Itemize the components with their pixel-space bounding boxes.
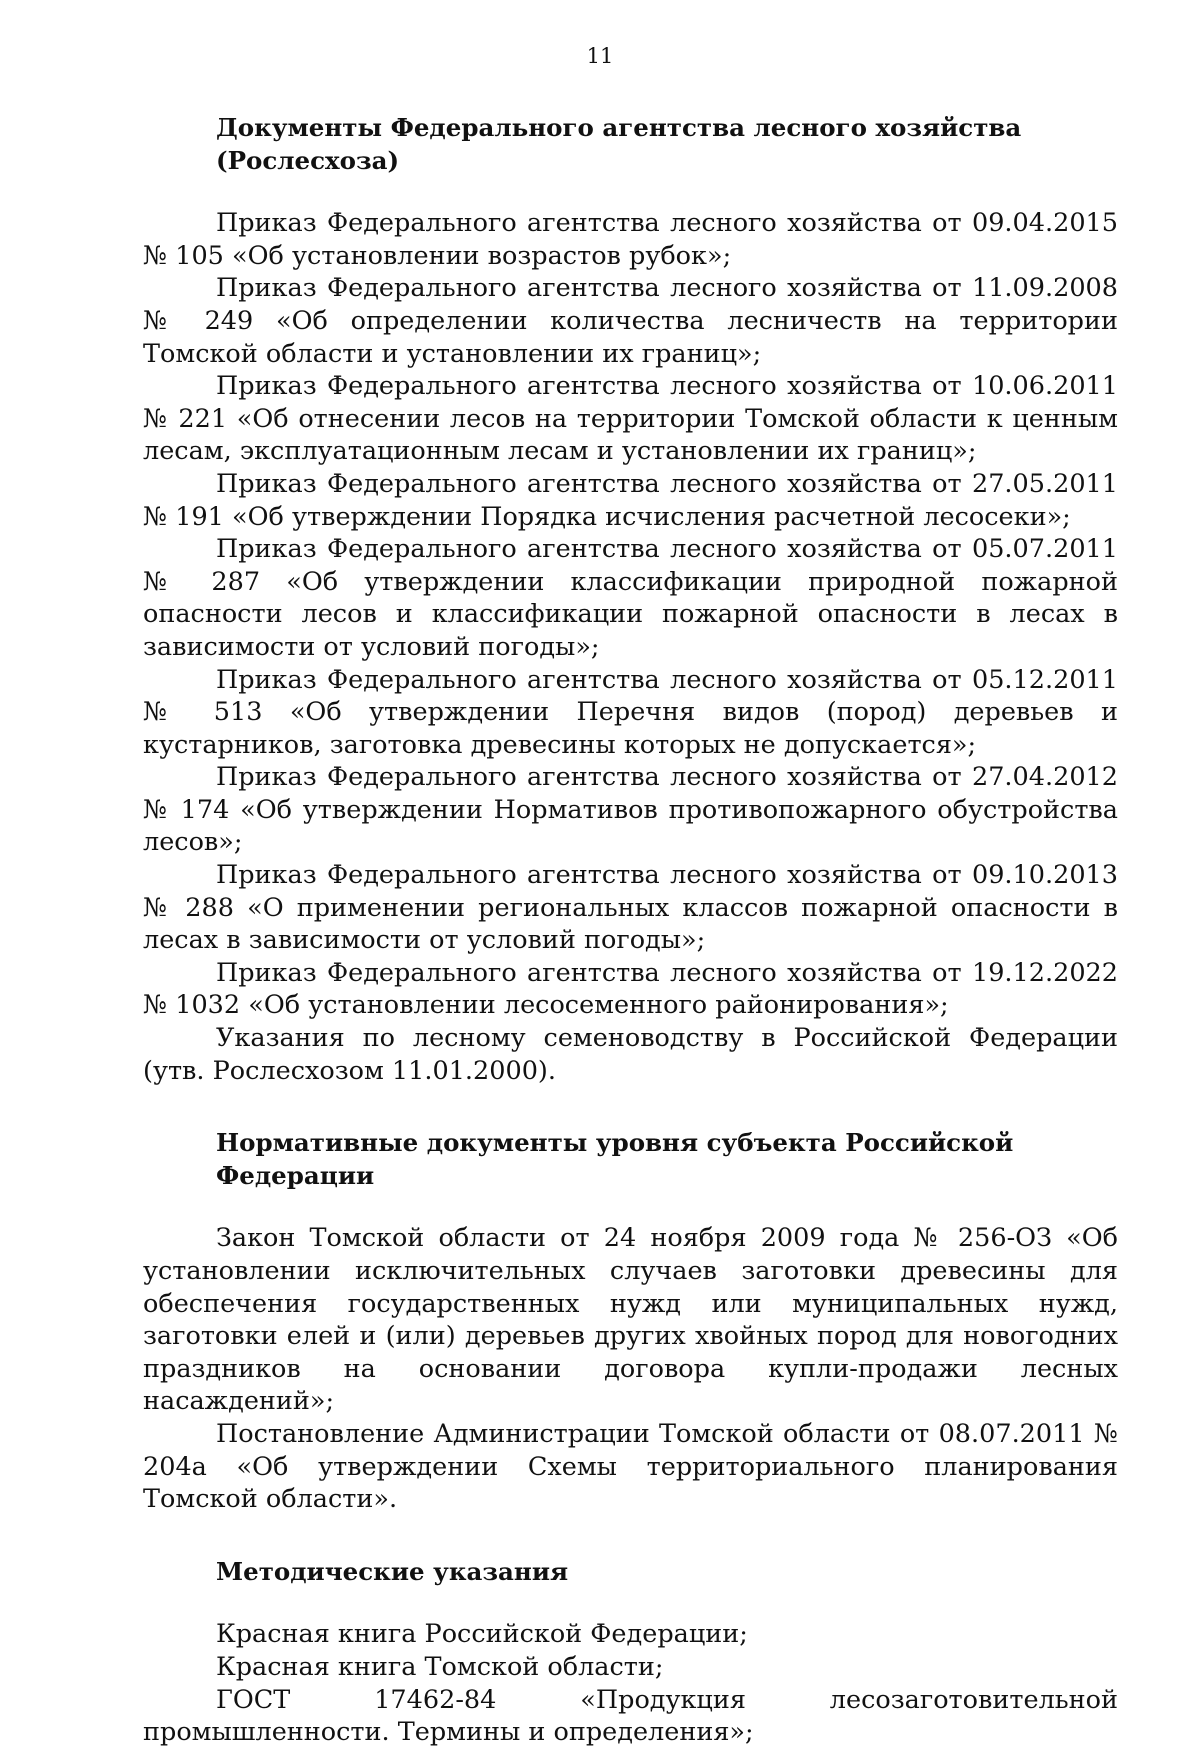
- list-item: Приказ Федерального агентства лесного хозяйства от 05.07.2011 № 287 «Об утверждении классификации природной пожарной опасности лесов и классификации пожарной опасности в лесах в зависимости от условий погоды»;: [143, 534, 1118, 662]
- list-item: Приказ Федерального агентства лесного хозяйства от 10.06.2011 № 221 «Об отнесении лесов на территории Томской области к ценным лесам, эксплуатационным лесам и установлении их границ»;: [143, 371, 1118, 467]
- federal-agency-list: [143, 207, 1118, 1087]
- list-item: Красная книга Российской Федерации;: [216, 1619, 748, 1650]
- page-number: 11: [586, 44, 614, 68]
- list-item: Указания по лесному семеноводству в Российской Федерации (утв. Рослесхозом 11.01.2000).: [143, 1023, 1118, 1086]
- list-item: Приказ Федерального агентства лесного хозяйства от 19.12.2022 № 1032 «Об установлении лесосеменного районирования»;: [143, 957, 1118, 1021]
- methodical-list: [143, 1618, 1118, 1748]
- list-item: Закон Томской области от 24 ноября 2009 года № 256-ОЗ «Об установлении исключительных случаев заготовки древесины для обеспечения государственных нужд или муниципальных нужд, заготовки елей и (или) деревьев других хвойных пород для новогодних праздников на основании договора купли-продажи лесных насаждений»;: [143, 1223, 1118, 1417]
- list-item: Приказ Федерального агентства лесного хозяйства от 05.12.2011 № 513 «Об утверждении Перечня видов (пород) деревьев и кустарников, заготовка древесины которых не допускается»;: [143, 664, 1118, 760]
- list-item: Красная книга Томской области;: [216, 1651, 664, 1682]
- section-title-methodical: Методические указания: [216, 1556, 569, 1586]
- list-item: Приказ Федерального агентства лесного хозяйства от 27.04.2012 № 174 «Об утверждении Нормативов противопожарного обустройства лесов»;: [143, 762, 1118, 858]
- document-body: [143, 112, 1118, 1749]
- list-item: ГОСТ 17462-84 «Продукция лесозаготовительной промышленности. Термины и определения»;: [143, 1684, 1118, 1748]
- list-item: Приказ Федерального агентства лесного хозяйства от 11.09.2008 № 249 «Об определении количества лесничеств на территории Томской области и установлении их границ»;: [143, 273, 1118, 369]
- regional-list: [143, 1222, 1118, 1515]
- section-title-federal-agency: Документы Федерального агентства лесного хозяйства (Рослесхоза): [216, 113, 1022, 175]
- list-item: Постановление Администрации Томской области от 08.07.2011 № 204а «Об утверждении Схемы территориального планирования Томской области».: [143, 1418, 1118, 1515]
- section-title-regional: Нормативные документы уровня субъекта Российской Федерации: [216, 1128, 1014, 1190]
- list-item: Приказ Федерального агентства лесного хозяйства от 09.04.2015 № 105 «Об установлении возрастов рубок»;: [143, 208, 1118, 271]
- list-item: Приказ Федерального агентства лесного хозяйства от 27.05.2011 № 191 «Об утверждении Порядка исчисления расчетной лесосеки»;: [143, 468, 1118, 532]
- list-item: Приказ Федерального агентства лесного хозяйства от 09.10.2013 № 288 «О применении региональных классов пожарной опасности в лесах в зависимости от условий погоды»;: [143, 860, 1118, 956]
